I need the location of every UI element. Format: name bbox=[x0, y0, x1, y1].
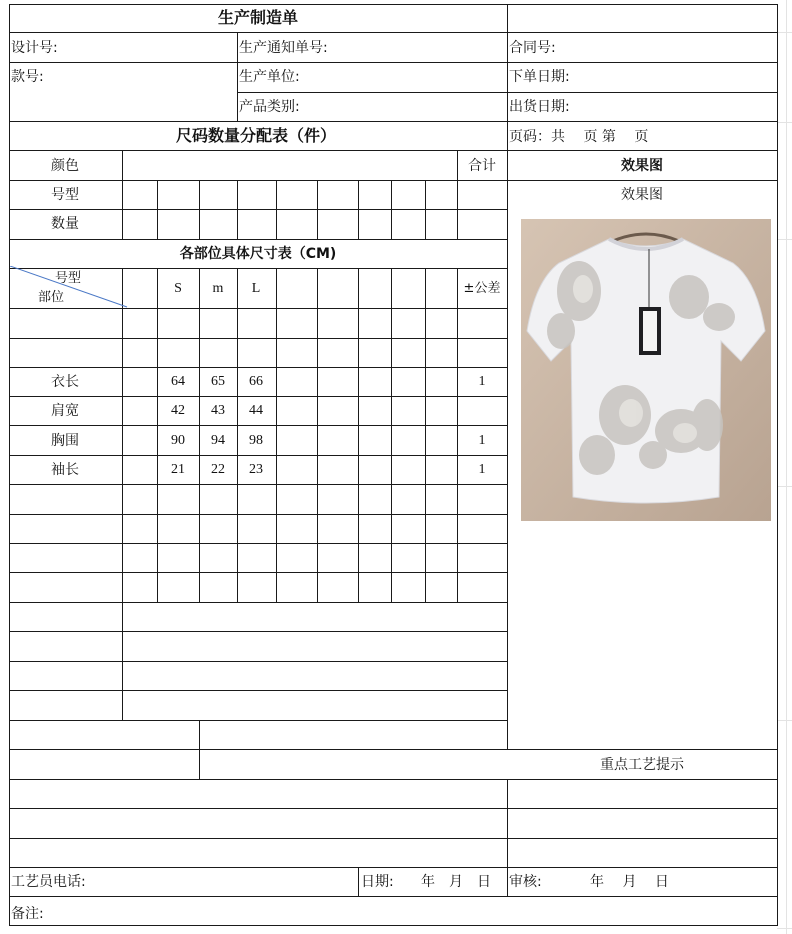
ship-date-label: 出货日期: bbox=[509, 99, 570, 115]
part-label: 肩宽 bbox=[51, 403, 79, 419]
size-s-header: S bbox=[174, 281, 182, 296]
part-label: 衣长 bbox=[51, 374, 79, 390]
allocation-title: 尺码数量分配表（件） bbox=[175, 126, 337, 145]
measurement-value: 65 bbox=[211, 374, 225, 389]
total-label: 合计 bbox=[468, 158, 496, 174]
size-l-header: L bbox=[251, 281, 261, 296]
measurement-value: 94 bbox=[211, 433, 225, 448]
style-no-label: 款号: bbox=[11, 69, 44, 85]
contract-no-label: 合同号: bbox=[509, 40, 556, 56]
measurement-value: 23 bbox=[249, 462, 263, 477]
measurement-value: 98 bbox=[249, 433, 263, 448]
order-date-label: 下单日期: bbox=[509, 69, 570, 85]
date-label: 日期: bbox=[361, 874, 394, 890]
measurement-value: 22 bbox=[211, 462, 225, 477]
part-label: 胸围 bbox=[51, 433, 79, 449]
notice-no-label: 生产通知单号: bbox=[239, 40, 328, 56]
measurement-value: 66 bbox=[249, 374, 263, 389]
tolerance-value: 1 bbox=[478, 433, 486, 448]
effect-header: 效果图 bbox=[621, 158, 663, 174]
measurement-value: 64 bbox=[171, 374, 185, 389]
key-process-hint: 重点工艺提示 bbox=[600, 757, 684, 773]
part-label: 袖长 bbox=[51, 462, 79, 478]
page-number-label: 页码：共 页 第 页 bbox=[509, 129, 649, 145]
date-ymd: 年 月 日 bbox=[421, 874, 491, 890]
quantity-label: 数量 bbox=[51, 216, 79, 232]
effect-label: 效果图 bbox=[621, 187, 663, 203]
review-label: 审核: bbox=[509, 874, 542, 890]
tech-phone-label: 工艺员电话: bbox=[11, 874, 86, 890]
tolerance-value: 1 bbox=[478, 374, 486, 389]
remarks-label: 备注: bbox=[11, 906, 44, 922]
design-no-label: 设计号: bbox=[11, 40, 58, 56]
tolerance-header: ±公差 bbox=[463, 281, 501, 296]
size-m-header: m bbox=[212, 281, 224, 296]
corner-part-label: 部位 bbox=[38, 290, 65, 305]
measurement-title: 各部位具体尺寸表（CM) bbox=[179, 246, 337, 262]
measurement-value: 90 bbox=[171, 433, 185, 448]
measurement-value: 43 bbox=[211, 403, 225, 418]
measurement-value: 42 bbox=[171, 403, 185, 418]
product-category-label: 产品类别: bbox=[239, 99, 300, 115]
measurement-value: 44 bbox=[249, 403, 263, 418]
color-label: 颜色 bbox=[51, 158, 79, 174]
review-ymd: 年 月 日 bbox=[590, 874, 669, 890]
measurement-value: 21 bbox=[171, 462, 185, 477]
corner-size-label: 号型 bbox=[55, 271, 82, 286]
tshirt-product-photo bbox=[521, 219, 771, 521]
production-unit-label: 生产单位: bbox=[239, 69, 300, 85]
size-type-label: 号型 bbox=[51, 187, 79, 203]
form-title: 生产制造单 bbox=[217, 8, 299, 27]
tolerance-value: 1 bbox=[478, 462, 486, 477]
